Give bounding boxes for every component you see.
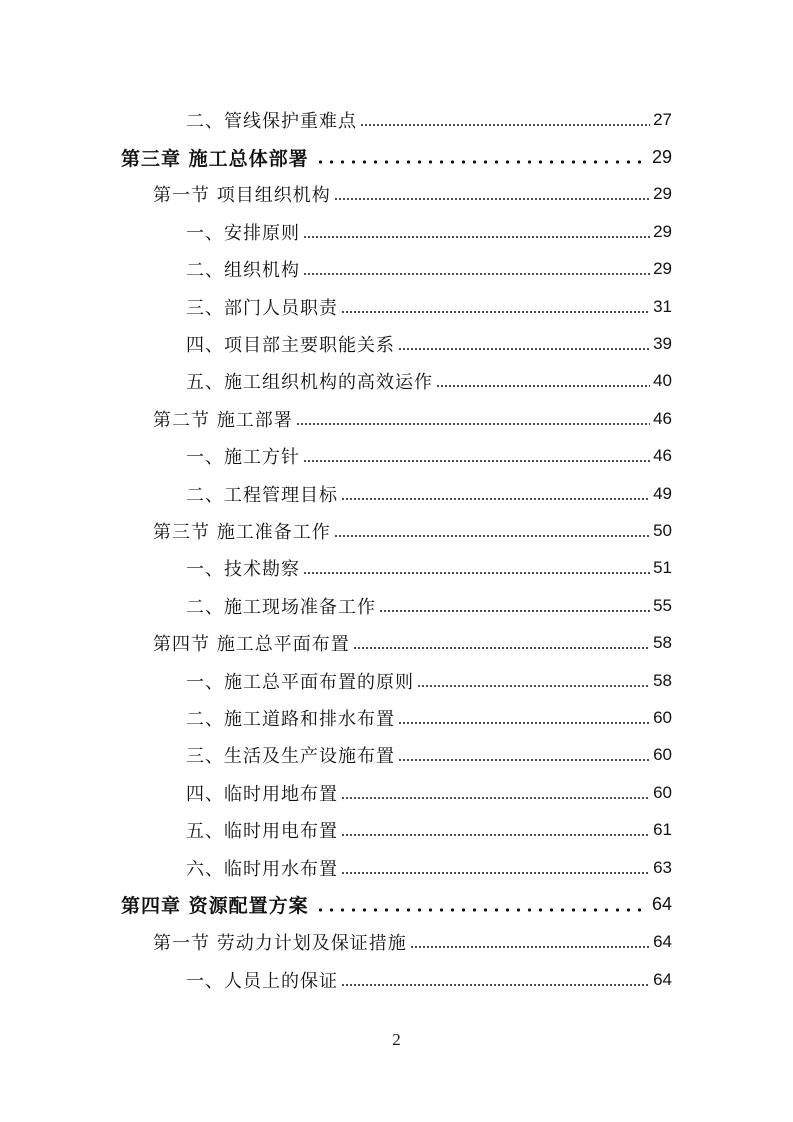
toc-section-entry[interactable] — [0, 400, 793, 437]
toc-leader-dots — [341, 795, 650, 801]
toc-entry-title: 二、施工道路和排水布置 — [186, 708, 395, 730]
toc-leader-dots — [315, 159, 646, 165]
toc-leader-dots — [303, 570, 650, 576]
toc-leader-dots — [417, 683, 650, 689]
toc-entry-title: 一、人员上的保证 — [186, 970, 338, 992]
toc-leader-dots — [398, 346, 650, 352]
toc-entry-title: 第三章 施工总体部署 — [121, 147, 309, 170]
toc-entry-page: 64 — [653, 969, 672, 989]
toc-entry-title: 第一节 劳动力计划及保证措施 — [153, 933, 407, 955]
toc-entry-page: 50 — [653, 520, 672, 540]
toc-entry[interactable] — [0, 438, 793, 475]
toc-entry-title: 四、临时用地布置 — [186, 783, 338, 805]
toc-entry-title: 二、管线保护重难点 — [186, 110, 357, 132]
toc-entry-title: 第四节 施工总平面布置 — [153, 634, 350, 656]
toc-entry-page: 64 — [651, 894, 672, 915]
toc-entry[interactable] — [0, 213, 793, 250]
toc-entry-page: 46 — [653, 446, 672, 466]
toc-entry-title: 二、组织机构 — [186, 260, 300, 282]
toc-entry[interactable] — [0, 811, 793, 848]
toc-entry[interactable] — [0, 699, 793, 736]
toc-entry[interactable] — [0, 288, 793, 325]
toc-leader-dots — [341, 870, 650, 876]
toc-entry-page: 61 — [653, 820, 672, 840]
toc-section-entry[interactable] — [0, 512, 793, 549]
toc-entry-page: 29 — [653, 259, 672, 279]
toc-entry[interactable] — [0, 774, 793, 811]
toc-entry[interactable] — [0, 550, 793, 587]
toc-entry-page: 58 — [653, 633, 672, 653]
toc-entry-page: 63 — [653, 857, 672, 877]
toc-entry[interactable] — [0, 587, 793, 624]
toc-entry-page: 49 — [653, 483, 672, 503]
toc-leader-dots — [379, 608, 650, 614]
toc-entry-title: 一、施工总平面布置的原则 — [186, 671, 414, 693]
toc-entry-title: 三、生活及生产设施布置 — [186, 746, 395, 768]
toc-entry-title: 一、技术勘察 — [186, 559, 300, 581]
toc-section-entry[interactable] — [0, 176, 793, 213]
toc-entry-title: 五、施工组织机构的高效运作 — [186, 372, 433, 394]
toc-entry-title: 三、部门人员职责 — [186, 297, 338, 319]
toc-leader-dots — [341, 496, 650, 502]
toc-leader-dots — [303, 458, 650, 464]
toc-entry-title: 第一节 项目组织机构 — [153, 185, 331, 207]
toc-entry-title: 二、工程管理目标 — [186, 484, 338, 506]
toc-leader-dots — [436, 383, 650, 389]
toc-entry-page: 60 — [653, 782, 672, 802]
toc-entry[interactable] — [0, 251, 793, 288]
toc-section-entry[interactable] — [0, 924, 793, 961]
toc-entry[interactable] — [0, 737, 793, 774]
toc-entry-page: 46 — [653, 408, 672, 428]
toc-leader-dots — [334, 196, 650, 202]
toc-leader-dots — [303, 234, 650, 240]
toc-leader-dots — [341, 832, 650, 838]
toc-leader-dots — [353, 645, 650, 651]
toc-entry-page: 64 — [653, 932, 672, 952]
toc-entry-title: 第三节 施工准备工作 — [153, 521, 331, 543]
toc-entry-page: 29 — [651, 146, 672, 167]
toc-entry-page: 58 — [653, 670, 672, 690]
toc-entry-title: 第四章 资源配置方案 — [121, 895, 309, 918]
toc-leader-dots — [315, 907, 646, 913]
toc-entry[interactable] — [0, 475, 793, 512]
toc-entry[interactable] — [0, 849, 793, 886]
toc-leader-dots — [410, 944, 650, 950]
toc-entry[interactable] — [0, 961, 793, 998]
toc-entry[interactable] — [0, 325, 793, 362]
toc-leader-dots — [398, 720, 650, 726]
toc-section-entry[interactable] — [0, 624, 793, 661]
toc-entry-page: 60 — [653, 707, 672, 727]
toc-entry-page: 27 — [653, 109, 672, 129]
toc-leader-dots — [341, 309, 650, 315]
toc-entry-page: 29 — [653, 184, 672, 204]
toc-leader-dots — [296, 421, 650, 427]
toc-entry-title: 第二节 施工部署 — [153, 409, 293, 431]
toc-entry-page: 31 — [653, 296, 672, 316]
toc-entry-title: 六、临时用水布置 — [186, 858, 338, 880]
toc-entry-title: 一、安排原则 — [186, 222, 300, 244]
toc-entry-page: 51 — [653, 558, 672, 578]
table-of-contents — [0, 101, 793, 998]
toc-entry-page: 29 — [653, 221, 672, 241]
toc-leader-dots — [334, 533, 650, 539]
toc-leader-dots — [341, 982, 650, 988]
toc-leader-dots — [398, 757, 650, 763]
page-number: 2 — [392, 1030, 401, 1049]
toc-entry-page: 55 — [653, 595, 672, 615]
toc-leader-dots — [303, 271, 650, 277]
toc-entry[interactable] — [0, 662, 793, 699]
toc-entry-page: 60 — [653, 745, 672, 765]
toc-leader-dots — [360, 122, 650, 128]
toc-entry-page: 40 — [653, 371, 672, 391]
toc-entry-page: 39 — [653, 334, 672, 354]
toc-chapter-entry[interactable] — [0, 138, 793, 175]
toc-entry[interactable] — [0, 363, 793, 400]
toc-entry-title: 一、施工方针 — [186, 447, 300, 469]
toc-entry-title: 四、项目部主要职能关系 — [186, 335, 395, 357]
toc-entry[interactable] — [0, 101, 793, 138]
toc-entry-title: 二、施工现场准备工作 — [186, 596, 376, 618]
toc-entry-title: 五、临时用电布置 — [186, 821, 338, 843]
toc-chapter-entry[interactable] — [0, 886, 793, 923]
